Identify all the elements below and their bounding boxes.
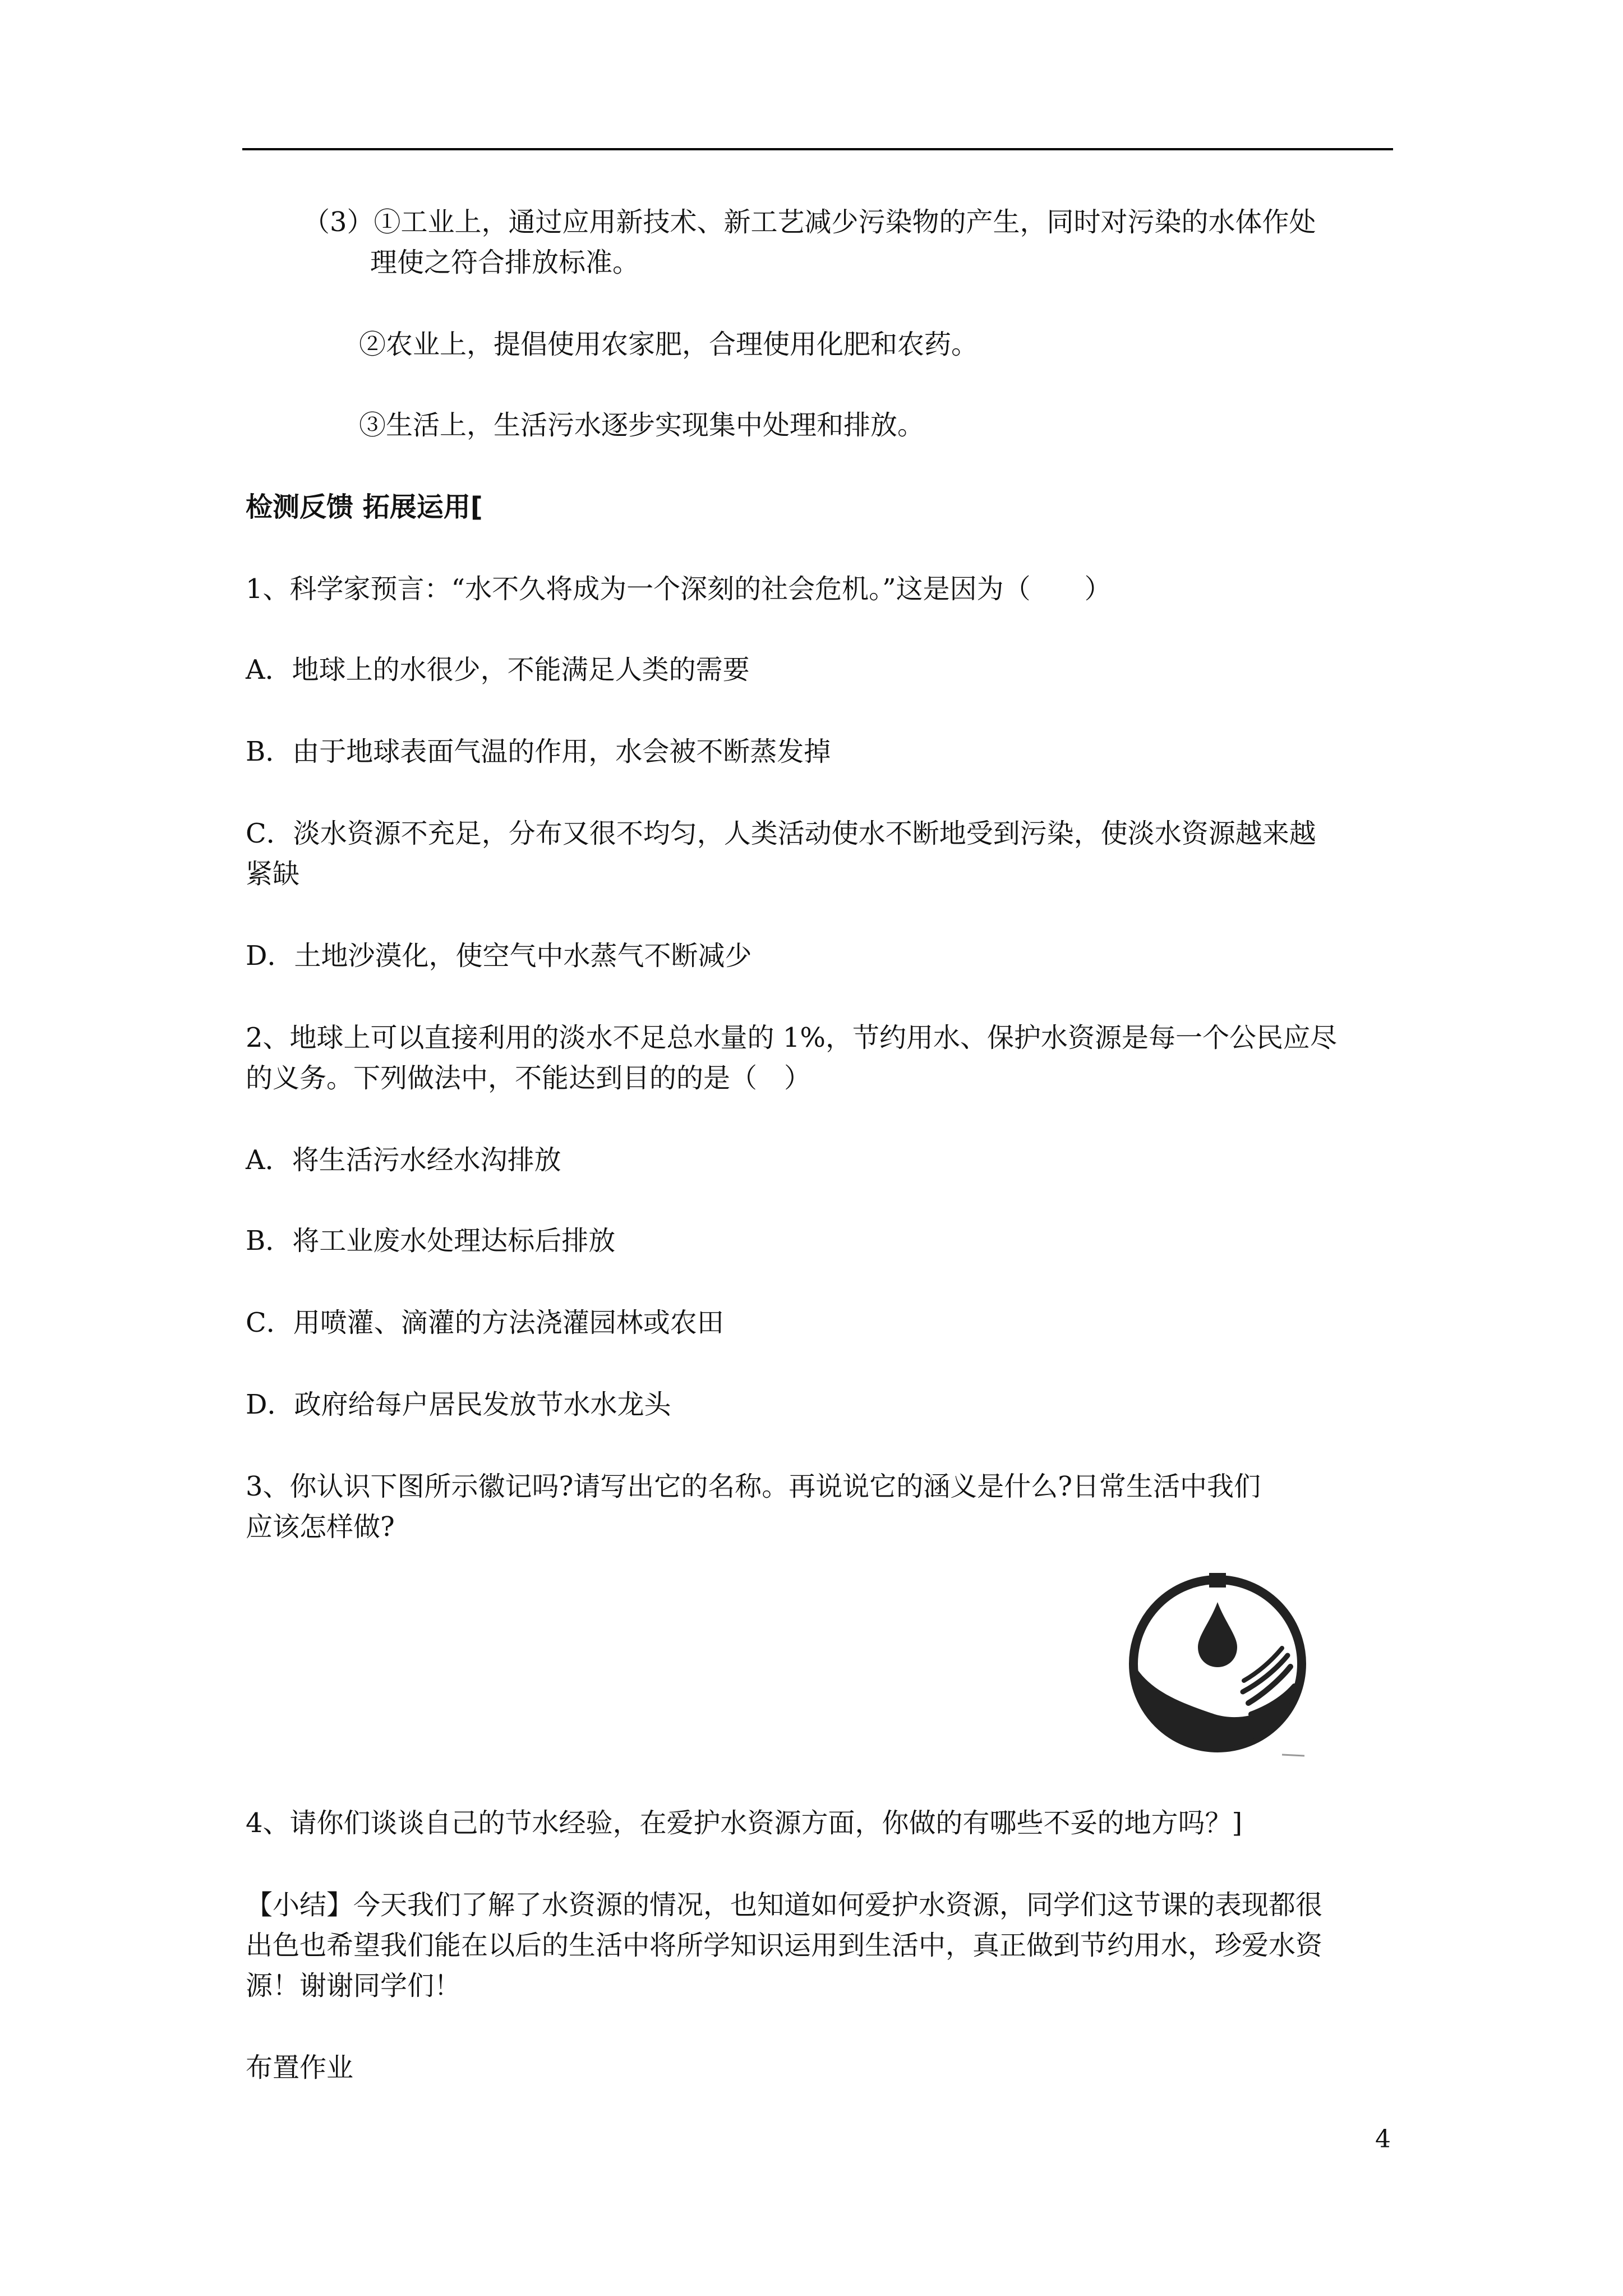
water-saving-emblem bbox=[1119, 1552, 1321, 1759]
summary-line3: 源！谢谢同学们！ bbox=[246, 1970, 462, 2001]
q4-stem: 4、请你们谈谈自己的节水经验，在爱护水资源方面，你做的有哪些不妥的地方吗？] bbox=[246, 1807, 1243, 1839]
homework-label: 布置作业 bbox=[246, 2052, 354, 2083]
measures-line-1-cont: 理使之符合排放标准。 bbox=[370, 247, 640, 278]
q1-option-a: A．地球上的水很少，不能满足人类的需要 bbox=[246, 654, 750, 685]
page-number: 4 bbox=[1375, 2125, 1391, 2154]
q2-option-a: A．将生活污水经水沟排放 bbox=[246, 1144, 561, 1176]
q3-stem-line1: 3、你认识下图所示徽记吗?请写出它的名称。再说说它的涵义是什么?日常生活中我们 bbox=[246, 1471, 1261, 1502]
q1-option-c-line1: C．淡水资源不充足，分布又很不均匀，人类活动使水不断地受到污染，使淡水资源越来越 bbox=[246, 818, 1316, 849]
q2-option-c: C．用喷灌、滴灌的方法浇灌园林或农田 bbox=[246, 1307, 724, 1338]
q2-option-b: B．将工业废水处理达标后排放 bbox=[246, 1225, 616, 1257]
section-heading: 检测反馈 拓展运用[ bbox=[246, 491, 483, 523]
measures-line-2: ②农业上，提倡使用农家肥，合理使用化肥和农药。 bbox=[359, 329, 979, 360]
q3-stem-line2: 应该怎样做? bbox=[246, 1511, 395, 1543]
header-rule bbox=[242, 148, 1393, 150]
summary-line2: 出色也希望我们能在以后的生活中将所学知识运用到生活中，真正做到节约用水，珍爱水资 bbox=[246, 1930, 1323, 1961]
q1-option-b: B．由于地球表面气温的作用，水会被不断蒸发掉 bbox=[246, 736, 831, 767]
q1-option-c-line2: 紧缺 bbox=[246, 858, 300, 890]
measures-line-1: （3）①工业上，通过应用新技术、新工艺减少污染物的产生，同时对污染的水体作处 bbox=[303, 206, 1316, 238]
measures-line-3: ③生活上，生活污水逐步实现集中处理和排放。 bbox=[359, 409, 925, 441]
q2-stem-line2: 的义务。下列做法中，不能达到目的的是（ ） bbox=[246, 1062, 811, 1094]
q1-option-d: D．土地沙漠化，使空气中水蒸气不断减少 bbox=[246, 940, 752, 972]
q2-stem-line1: 2、地球上可以直接利用的淡水不足总水量的 1%，节约用水、保护水资源是每一个公民应尽 bbox=[246, 1022, 1337, 1053]
summary-line1: 【小结】今天我们了解了水资源的情况，也知道如何爱护水资源，同学们这节课的表现都很 bbox=[246, 1889, 1323, 1921]
q2-option-d: D．政府给每户居民发放节水水龙头 bbox=[246, 1389, 671, 1420]
q1-stem: 1、科学家预言：“水不久将成为一个深刻的社会危机。”这是因为（ ） bbox=[246, 573, 1112, 605]
